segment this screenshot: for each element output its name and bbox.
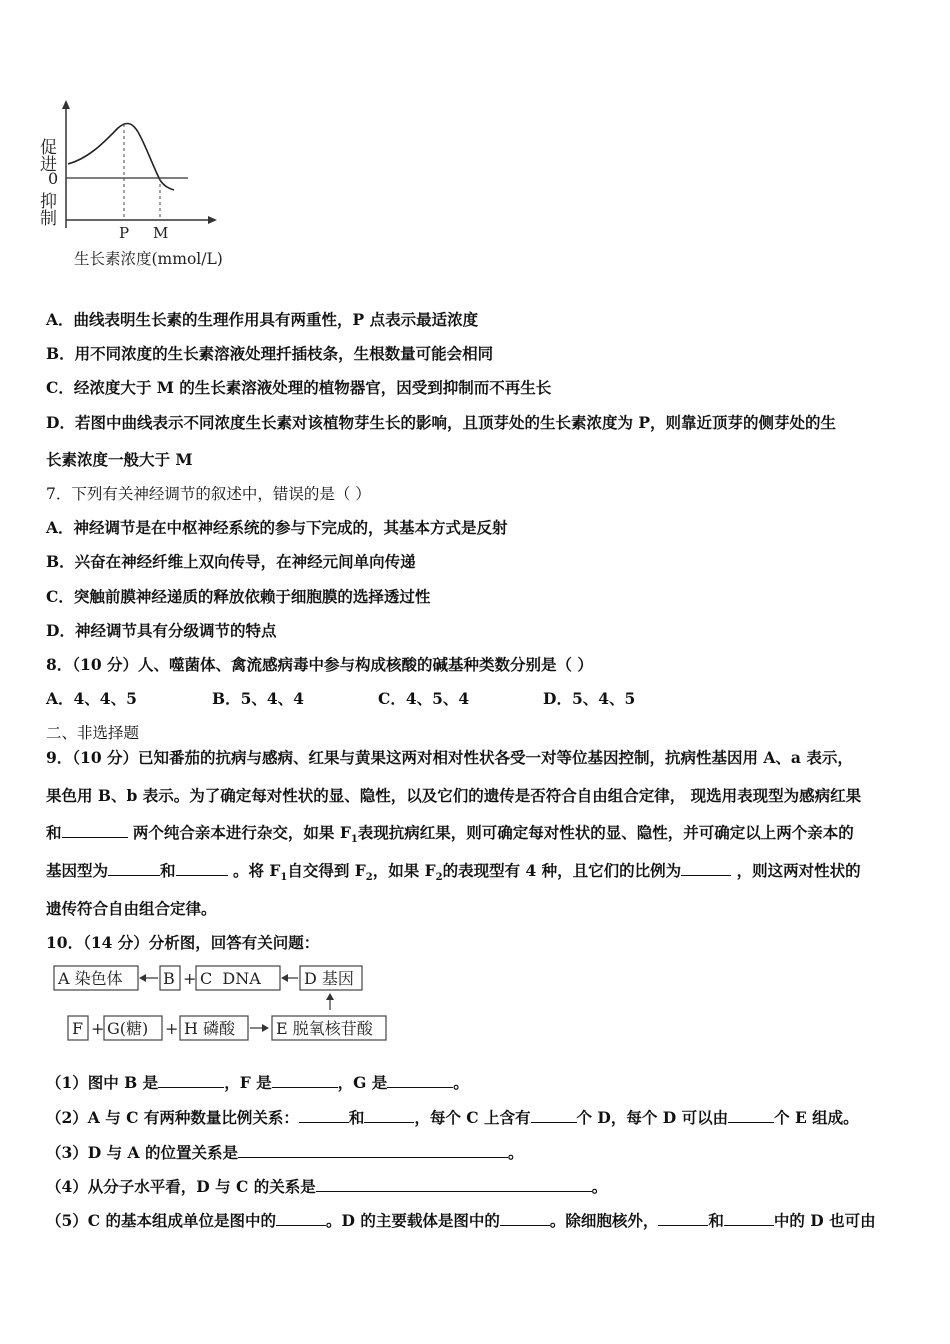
q9-l4e: ，如果 F [372,861,436,880]
q8-option-d: D．5、4、5 [543,689,636,708]
q10-p5e: 中的 D 也可由 [773,1211,876,1230]
q10-part2 [46,1108,859,1128]
q10-p2d: 个 D，每个 D 可以由 [576,1108,729,1127]
q10-p1d: 。 [453,1073,469,1092]
answer-blank[interactable] [276,1211,326,1226]
label-h: H 磷酸 [184,1019,236,1038]
q10-p1c: ，G 是 [337,1073,388,1092]
q6-option-b: B．用不同浓度的生长素溶液处理扦插枝条，生根数量可能会相同 [46,344,494,363]
q6-option-d-line1: D．若图中曲线表示不同浓度生长素对该植物芽生长的影响，且顶芽处的生长素浓度为 P，则靠近顶芽的侧芽处的生 [46,413,836,432]
plus-1: + [183,969,197,988]
label-e: E 脱氧核苷酸 [276,1019,373,1038]
q9-line1: 9．（10 分）已知番茄的抗病与感病、红果与黄果这两对相对性状各受一对等位基因控制，抗病性基因用 A、a 表示， [46,748,853,767]
subscript: 2 [365,872,373,884]
subscript: 1 [280,872,288,884]
q10-p2c: ，每个 C 上含有 [414,1108,531,1127]
q9-l3c: 表现抗病红果，则可确定每对性状的显、隐性，并可确定以上两个亲本的 [357,823,854,842]
q10-p1b: ，F 是 [224,1073,272,1092]
q9-line5: 遗传符合自由组合定律。 [46,899,217,918]
q10-p2e: 个 E 组成。 [774,1108,859,1127]
answer-blank[interactable] [238,1143,508,1158]
section-heading: 二、非选择题 [46,724,140,742]
answer-blank[interactable] [728,1108,774,1123]
q10-p4b: 。 [591,1177,608,1196]
answer-blank[interactable] [387,1073,453,1088]
label-f: F [72,1019,84,1038]
y-label-inhibit: 抑制 [36,192,56,226]
answer-blank[interactable] [724,1211,774,1226]
answer-blank[interactable] [176,861,228,876]
x-axis-arrow-icon [208,216,217,224]
q9-l4f: 的表现型有 4 种，且它们的比例为 [442,861,682,880]
q7-option-d: D．神经调节具有分级调节的特点 [46,621,277,640]
q8-option-c: C．4、5、4 [378,689,470,708]
x-tick-p: P [119,224,130,242]
q7-option-b: B．兴奋在神经纤维上双向传导，在神经元间单向传递 [46,552,416,571]
q10-p2b: 和 [348,1108,365,1127]
label-a: A 染色体 [58,969,123,988]
y-axis-arrow-icon [62,100,70,109]
answer-blank[interactable] [316,1177,592,1192]
q9-l4d: 自交得到 F [287,861,366,880]
auxin-curve-figure [36,98,240,278]
answer-blank[interactable] [531,1108,577,1123]
answer-blank[interactable] [500,1211,550,1226]
q10-p3b: 。 [507,1143,524,1162]
q9-l3b: 两个纯合亲本进行杂交，如果 F [132,823,351,842]
auxin-curve [68,123,174,190]
q10-p3a: （3）D 与 A 的位置关系是 [46,1143,238,1162]
q10-p5a: （5）C 的基本组成单位是图中的 [46,1211,277,1230]
label-d: D 基因 [304,969,354,988]
q9-l3a: 和 [46,823,62,842]
q7-option-c: C．突触前膜神经递质的释放依赖于细胞膜的选择透过性 [46,587,431,606]
subscript: 2 [435,872,443,884]
dna-concept-diagram [50,960,410,1050]
arrow-head-icon [326,993,334,1000]
q10-part4 [46,1177,607,1197]
arrow-head-icon [139,974,146,982]
answer-blank[interactable] [108,861,160,876]
answer-blank[interactable] [658,1211,708,1226]
subscript: 1 [350,834,358,846]
q10-part5 [46,1211,876,1231]
plus-3: + [165,1019,179,1038]
q9-line2: 果色用 B、b 表示。为了确定每对性状的显、隐性，以及它们的遗传是否符合自由组合定律， 现选用表现型为感病红果 [46,786,862,805]
q10-p1a: （1）图中 B 是 [46,1073,159,1092]
q9-line3 [46,823,854,850]
label-b: B [163,969,175,988]
q9-line4 [46,861,861,888]
q10-part1 [46,1073,469,1093]
label-g: G(糖) [107,1019,149,1038]
q8-option-b: B．5、4、4 [212,689,304,708]
q9-l4g: ，则这两对性状的 [736,861,861,880]
q6-option-c: C．经浓度大于 M 的生长素溶液处理的植物器官，因受到抑制而不再生长 [46,378,552,397]
x-axis-label: 生长素浓度(mmol/L) [74,250,223,268]
q7-option-a: A．神经调节是在中枢神经系统的参与下完成的，其基本方式是反射 [46,518,508,537]
q10-p5d: 和 [708,1211,724,1230]
q10-p5b: 。D 的主要载体是图中的 [326,1211,500,1230]
answer-blank[interactable] [364,1108,414,1123]
q8-option-a: A．4、4、5 [46,689,137,708]
y-label-promote: 促进 [36,138,56,172]
q10-p2a: （2）A 与 C 有两种数量比例关系： [46,1108,299,1127]
q9-l4c: 。将 F [232,861,281,880]
q9-l4b: 和 [160,861,176,880]
q8-stem: 8．（10 分）人、噬菌体、禽流感病毒中参与构成核酸的碱基种类数分别是（ ） [46,655,593,674]
answer-blank[interactable] [681,861,731,876]
label-c: C DNA [200,969,261,988]
answer-blank[interactable] [62,823,128,838]
arrow-head-icon [281,974,288,982]
q6-option-a: A．曲线表明生长素的生理作用具有两重性，P 点表示最适浓度 [46,310,479,329]
y-label-zero: 0 [48,169,59,188]
answer-blank[interactable] [272,1073,338,1088]
answer-blank[interactable] [299,1108,349,1123]
answer-blank[interactable] [158,1073,224,1088]
q10-p5c: 。除细胞核外， [549,1211,659,1230]
q10-stem: 10．（14 分）分析图，回答有关问题： [46,933,320,952]
q6-option-d-line2: 长素浓度一般大于 M [46,450,193,469]
arrow-head-icon [262,1024,269,1032]
plus-2: + [91,1019,105,1038]
q10-part3 [46,1143,523,1163]
q7-stem: 7．下列有关神经调节的叙述中，错误的是（ ） [46,485,371,503]
x-tick-m: M [153,224,169,242]
q9-l4a: 基因型为 [46,861,109,880]
q10-p4a: （4）从分子水平看，D 与 C 的关系是 [46,1177,316,1196]
